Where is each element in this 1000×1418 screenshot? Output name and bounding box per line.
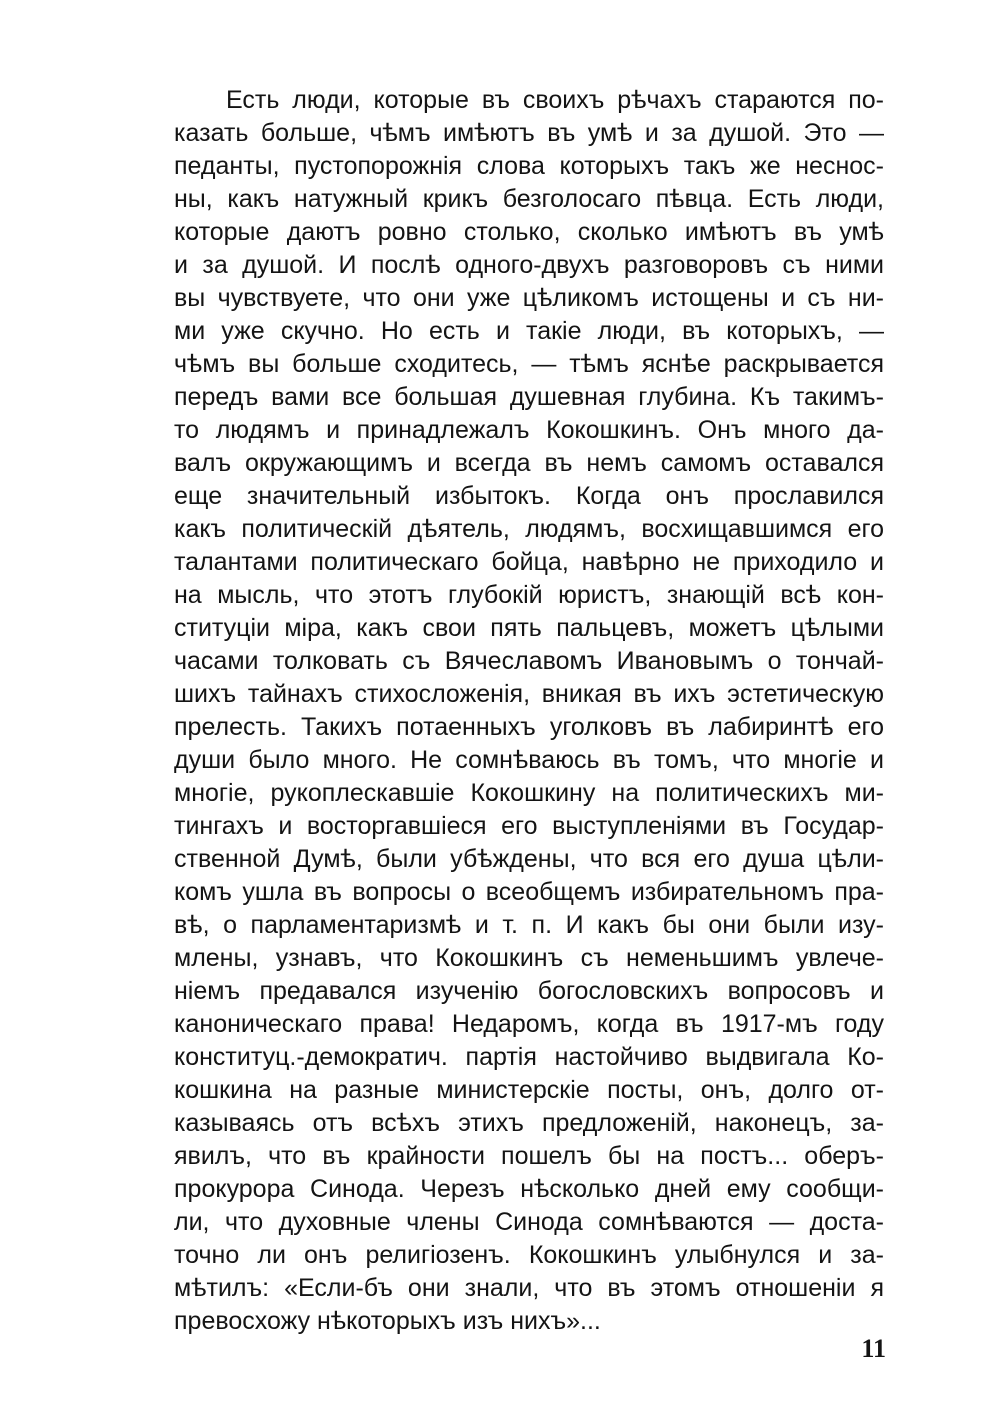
text-line: ственной Думѣ, были убѣждены, что вся его душа цѣли- [174,845,884,873]
text-line: талантами политическаго бойца, навѣрно не приходило и [174,548,884,576]
text-line: конституц.-демократич. партія настойчиво выдвигала Ко- [174,1043,884,1071]
text-line: то людямъ и принадлежалъ Кокошкинъ. Онъ много да- [174,416,884,444]
text-line: вѣ, о парламентаризмѣ и т. п. И какъ бы они были изу- [174,911,884,939]
text-line: какъ политическій дѣятель, людямъ, восхищавшимся его [174,515,884,543]
text-line: ми уже скучно. Но есть и такіе люди, въ которыхъ, — [174,317,884,345]
text-line: прокурора Синода. Черезъ нѣсколько дней ему сообщи- [174,1175,884,1203]
text-line: на мысль, что этотъ глубокій юристъ, знающій всѣ кон- [174,581,884,609]
text-line: комъ ушла въ вопросы о всеобщемъ избирательномъ пра- [174,878,884,906]
text-line: вы чувствуете, что они уже цѣликомъ истощены и съ ни- [174,284,884,312]
text-line: ніемъ предавался изученію богословскихъ вопросовъ и [174,977,884,1005]
text-line: превосхожу нѣкоторыхъ изъ нихъ»... [174,1307,601,1335]
text-line: прелесть. Такихъ потаенныхъ уголковъ въ лабиринтѣ его [174,713,884,741]
text-line: ституціи міра, какъ свои пять пальцевъ, можетъ цѣлыми [174,614,884,642]
text-line: и за душой. И послѣ одного-двухъ разговоровъ съ ними [174,251,884,279]
text-line: точно ли онъ религіозенъ. Кокошкинъ улыбнулся и за- [174,1241,884,1269]
body-text [174,84,884,1338]
text-line: ли, что духовные члены Синода сомнѣваются — доста- [174,1208,884,1236]
text-line: передъ вами все большая душевная глубина. Къ такимъ- [174,383,884,411]
text-line: кошкина на разные министерскіе посты, онъ, долго от- [174,1076,884,1104]
text-line: тингахъ и восторгавшіеся его выступленіями въ Государ- [174,812,884,840]
text-line: мѣтилъ: «Если-бъ они знали, что въ этомъ отношеніи я [174,1274,884,1302]
text-line: каноническаго права! Недаромъ, когда въ 1917-мъ году [174,1010,884,1038]
text-line: казываясь отъ всѣхъ этихъ предложеній, наконецъ, за- [174,1109,884,1137]
page-number: 11 [861,1334,886,1363]
text-line: которые даютъ ровно столько, сколько имѣютъ въ умѣ [174,218,884,246]
text-line: чѣмъ вы больше сходитесь, — тѣмъ яснѣе раскрывается [174,350,884,378]
text-line: шихъ тайнахъ стихосложенія, вникая въ ихъ эстетическую [174,680,884,708]
text-line: явилъ, что въ крайности пошелъ бы на постъ... оберъ- [174,1142,884,1170]
text-line: многіе, рукоплескавшіе Кокошкину на политическихъ ми- [174,779,884,807]
text-line: педанты, пустопорожнія слова которыхъ такъ же неснос- [174,152,884,180]
text-line: казать больше, чѣмъ имѣютъ въ умѣ и за душой. Это — [174,119,884,147]
text-line: еще значительный избытокъ. Когда онъ прославился [174,482,884,510]
text-line: Есть люди, которые въ своихъ рѣчахъ стараются по- [226,86,884,114]
text-line: часами толковать съ Вячеславомъ Ивановымъ о тончай- [174,647,884,675]
text-line: валъ окружающимъ и всегда въ немъ самомъ оставался [174,449,884,477]
text-line: млены, узнавъ, что Кокошкинъ съ неменьшимъ увлече- [174,944,884,972]
text-line: ны, какъ натужный крикъ безголосаго пѣвца. Есть люди, [174,185,884,213]
text-line: души было много. Не сомнѣваюсь въ томъ, что многіе и [174,746,884,774]
